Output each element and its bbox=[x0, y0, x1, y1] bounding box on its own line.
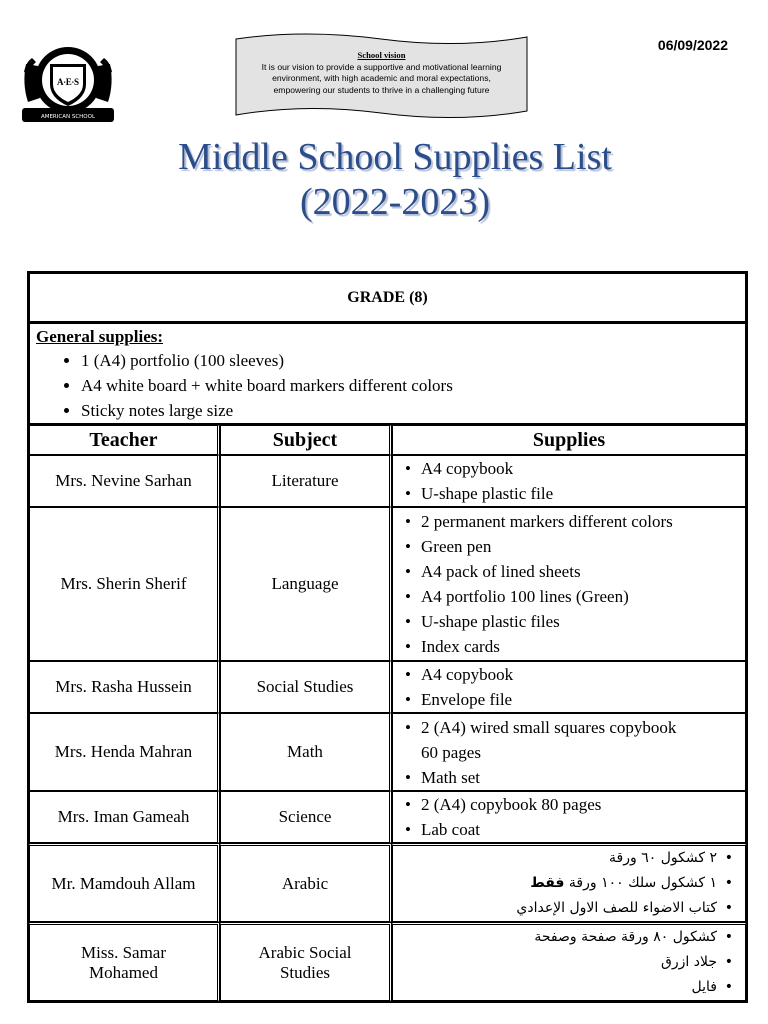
page-title: Middle School Supplies List bbox=[178, 136, 612, 178]
list-item: • A4 copybook bbox=[405, 456, 745, 481]
column-header-subject: Subject bbox=[220, 425, 392, 455]
supplies-cell bbox=[392, 843, 746, 922]
teacher-name-line: Mohamed bbox=[89, 962, 158, 982]
supplies-table bbox=[27, 271, 748, 1003]
logo-monogram: A∙E∙S bbox=[56, 77, 80, 87]
list-item bbox=[405, 871, 733, 896]
subject-line: Arabic Social bbox=[258, 942, 352, 962]
vision-title: School vision bbox=[357, 50, 406, 60]
list-item bbox=[405, 715, 745, 765]
list-item: • Sticky notes large size bbox=[81, 398, 739, 423]
list-item: • 2 (A4) copybook 80 pages bbox=[405, 792, 745, 817]
teacher-cell bbox=[29, 922, 220, 1001]
document-date: 06/09/2022 bbox=[657, 37, 728, 53]
list-item: • A4 white board + white board markers different colors bbox=[81, 373, 739, 398]
list-item: • فايل bbox=[405, 975, 733, 1000]
general-supplies-cell bbox=[29, 323, 746, 425]
column-header-supplies: Supplies bbox=[392, 425, 746, 455]
teacher-name-line: Miss. Samar bbox=[81, 942, 166, 962]
list-item: • Lab coat bbox=[405, 817, 745, 842]
teacher-cell: Mrs. Nevine Sarhan bbox=[29, 455, 220, 507]
general-supplies-title: General supplies: bbox=[36, 327, 164, 346]
list-item: • Envelope file bbox=[405, 687, 745, 712]
school-crest-logo bbox=[18, 36, 118, 132]
table-row bbox=[29, 713, 746, 791]
list-item-emphasis: فقط bbox=[530, 875, 565, 891]
table-row bbox=[29, 843, 746, 922]
list-item: • A4 portfolio 100 lines (Green) bbox=[405, 584, 745, 609]
supplies-cell bbox=[392, 455, 746, 507]
vision-text: It is our vision to provide a supportive and motivational learning environment, with high academic and moral expectations, empowering our students to thrive in a challenging future bbox=[261, 61, 502, 95]
list-item: • Index cards bbox=[405, 634, 745, 659]
table-row bbox=[29, 922, 746, 1001]
list-item: • A4 copybook bbox=[405, 662, 745, 687]
list-item: • 2 permanent markers different colors bbox=[405, 509, 745, 534]
list-item: • كشكول ٨٠ ورقة صفحة وصفحة bbox=[405, 925, 733, 950]
list-item: • 1 (A4) portfolio (100 sleeves) bbox=[81, 348, 739, 373]
subject-cell: Science bbox=[220, 791, 392, 843]
supplies-cell bbox=[392, 661, 746, 713]
supplies-cell bbox=[392, 507, 746, 661]
list-item-text: 2 (A4) wired small squares copybook bbox=[421, 717, 677, 737]
list-item: • جلاد ازرق bbox=[405, 950, 733, 975]
list-item: • ٢ كشكول ٦٠ ورقة bbox=[405, 846, 733, 871]
table-row bbox=[29, 455, 746, 507]
subject-cell: Social Studies bbox=[220, 661, 392, 713]
general-supplies-list bbox=[36, 348, 739, 423]
table-row bbox=[29, 791, 746, 843]
list-item: • A4 pack of lined sheets bbox=[405, 559, 745, 584]
list-item: • U-shape plastic file bbox=[405, 481, 745, 506]
teacher-cell: Mrs. Henda Mahran bbox=[29, 713, 220, 791]
list-item: • Green pen bbox=[405, 534, 745, 559]
logo-bottom-text: AMERICAN SCHOOL bbox=[40, 114, 96, 120]
list-item: • U-shape plastic files bbox=[405, 609, 745, 634]
supplies-cell bbox=[392, 713, 746, 791]
teacher-cell: Mrs. Rasha Hussein bbox=[29, 661, 220, 713]
subject-cell: Math bbox=[220, 713, 392, 791]
page-subtitle-year: (2022-2023) bbox=[300, 181, 490, 223]
table-row bbox=[29, 507, 746, 661]
supplies-cell bbox=[392, 922, 746, 1001]
list-item-continuation: 60 pages bbox=[421, 742, 481, 762]
subject-cell: Literature bbox=[220, 455, 392, 507]
subject-cell: Language bbox=[220, 507, 392, 661]
school-vision-banner bbox=[235, 33, 528, 119]
supplies-cell bbox=[392, 791, 746, 843]
subject-line: Studies bbox=[279, 962, 331, 982]
teacher-cell: Mrs. Iman Gameah bbox=[29, 791, 220, 843]
list-item: • Math set bbox=[405, 765, 745, 790]
table-row bbox=[29, 661, 746, 713]
list-item-text: ١ كشكول سلك ١٠٠ ورقة bbox=[568, 875, 717, 891]
column-header-teacher: Teacher bbox=[29, 425, 220, 455]
subject-cell: Arabic bbox=[220, 843, 392, 922]
teacher-cell: Mr. Mamdouh Allam bbox=[29, 843, 220, 922]
teacher-cell: Mrs. Sherin Sherif bbox=[29, 507, 220, 661]
list-item: • كتاب الاضواء للصف الاول الإعدادي bbox=[405, 896, 733, 921]
grade-heading: GRADE (8) bbox=[29, 273, 746, 323]
subject-cell bbox=[220, 922, 392, 1001]
